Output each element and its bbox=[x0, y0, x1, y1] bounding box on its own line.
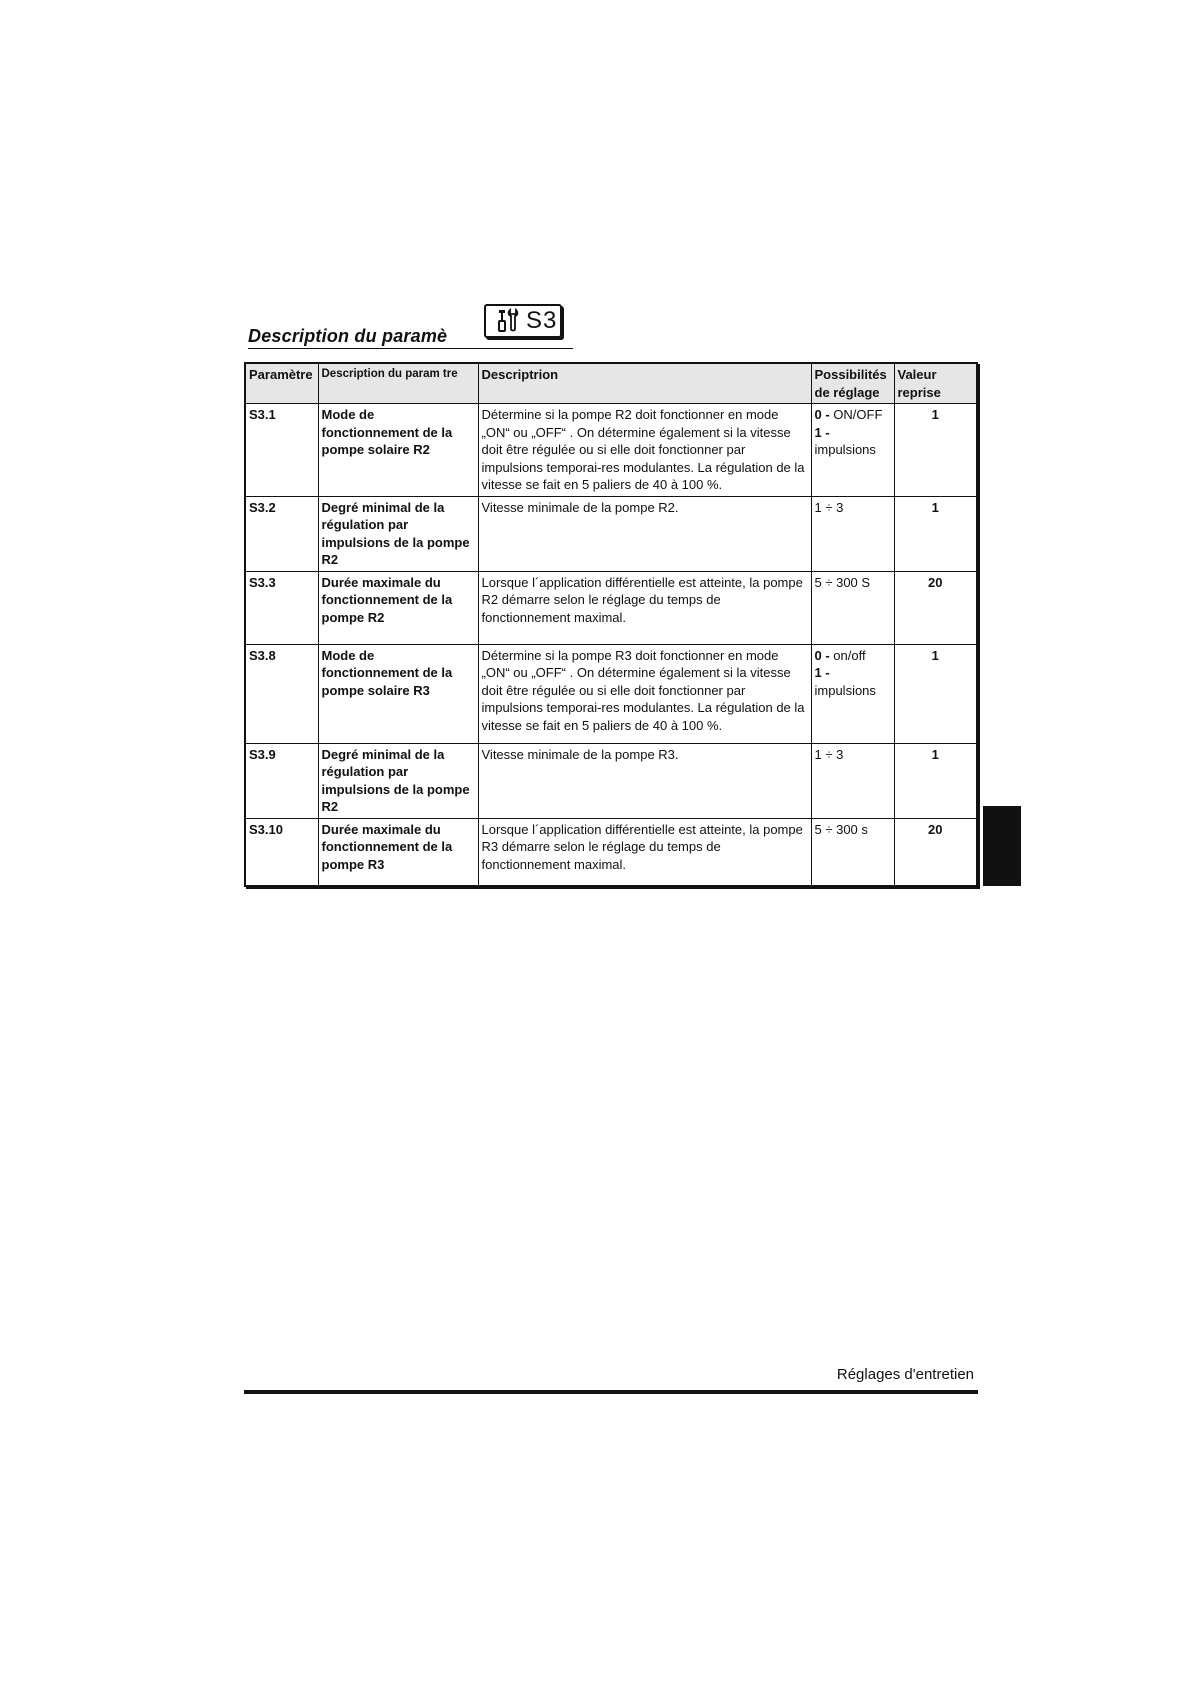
badge-label: S3 bbox=[526, 307, 558, 334]
footer-rule bbox=[244, 1390, 978, 1394]
table-row bbox=[245, 818, 977, 886]
param-code: S3.2 bbox=[245, 496, 318, 571]
option-line: 1 ÷ 3 bbox=[814, 746, 844, 762]
param-default: 1 bbox=[894, 496, 977, 571]
param-code: S3.8 bbox=[245, 644, 318, 743]
option-line: 1 ÷ 3 bbox=[814, 499, 844, 515]
option-line: 1 - impulsions bbox=[814, 424, 876, 457]
param-default: 1 bbox=[894, 404, 977, 497]
header-valeur-reprise: Valeur reprise bbox=[894, 363, 977, 404]
param-options bbox=[811, 496, 894, 571]
parameter-table bbox=[244, 362, 978, 887]
table-row bbox=[245, 571, 977, 644]
page-title: Description du paramè bbox=[248, 326, 448, 346]
param-name: Degré minimal de la régulation par impulsions de la pompe R2 bbox=[318, 496, 478, 571]
param-name: Durée maximale du fonctionnement de la pompe R3 bbox=[318, 818, 478, 886]
param-description: Vitesse minimale de la pompe R3. bbox=[478, 743, 811, 818]
param-options bbox=[811, 404, 894, 497]
header-possibilites: Possibilités de réglage bbox=[811, 363, 894, 404]
option-line: 0 - ON/OFF bbox=[814, 407, 883, 422]
param-default: 1 bbox=[894, 743, 977, 818]
param-options bbox=[811, 571, 894, 644]
header-description: Descriptrion bbox=[478, 363, 811, 404]
title-underline bbox=[248, 348, 573, 349]
option-line: 0 - on/off bbox=[814, 647, 866, 663]
table-row bbox=[245, 644, 977, 743]
param-name: Mode de fonctionnement de la pompe solaire R3 bbox=[318, 644, 478, 743]
param-name: Degré minimal de la régulation par impulsions de la pompe R2 bbox=[318, 743, 478, 818]
section-tab-marker bbox=[983, 806, 1021, 886]
header-description-du-parametre: Description du param tre bbox=[318, 363, 478, 404]
param-options bbox=[811, 743, 894, 818]
header-parametre: Paramètre bbox=[245, 363, 318, 404]
param-description: Détermine si la pompe R3 doit fonctionner en mode „ON“ ou „OFF“ . On détermine également si la vitesse doit être régulée ou si elle doit fonctionner par impulsions temporai-res modulantes. La régulation de la vitesse se fait en 5 paliers de 40 à 100 %. bbox=[478, 644, 811, 743]
table-row bbox=[245, 404, 977, 497]
param-description: Lorsque l´application différentielle est atteinte, la pompe R3 démarre selon le réglage du temps de fonctionnement maximal. bbox=[478, 818, 811, 886]
param-name: Durée maximale du fonctionnement de la pompe R2 bbox=[318, 571, 478, 644]
param-code: S3.1 bbox=[245, 404, 318, 497]
page-heading bbox=[248, 302, 573, 348]
footer-section-label: Réglages d'entretien bbox=[836, 1366, 974, 1383]
param-default: 20 bbox=[894, 571, 977, 644]
param-name: Mode de fonctionnement de la pompe solaire R2 bbox=[318, 404, 478, 497]
tools-icon bbox=[494, 308, 520, 334]
param-default: 20 bbox=[894, 818, 977, 886]
param-options bbox=[811, 818, 894, 886]
option-line: 5 ÷ 300 s bbox=[814, 821, 868, 837]
param-description: Lorsque l´application différentielle est atteinte, la pompe R2 démarre selon le réglage du temps de fonctionnement maximal. bbox=[478, 571, 811, 644]
option-line: 1 - impulsions bbox=[814, 665, 876, 698]
param-default: 1 bbox=[894, 644, 977, 743]
param-options bbox=[811, 644, 894, 743]
param-code: S3.10 bbox=[245, 818, 318, 886]
s3-badge bbox=[484, 304, 562, 338]
option-line: 5 ÷ 300 S bbox=[814, 574, 871, 590]
table-row bbox=[245, 743, 977, 818]
table-row bbox=[245, 496, 977, 571]
param-description: Détermine si la pompe R2 doit fonctionner en mode „ON“ ou „OFF“ . On détermine également si la vitesse doit être régulée ou si elle doit fonctionner par impulsions temporai-res modulantes. La régulation de la vitesse se fait en 5 paliers de 40 à 100 %. bbox=[478, 404, 811, 497]
param-code: S3.9 bbox=[245, 743, 318, 818]
table-header-row bbox=[245, 363, 977, 404]
param-code: S3.3 bbox=[245, 571, 318, 644]
param-description: Vitesse minimale de la pompe R2. bbox=[478, 496, 811, 571]
